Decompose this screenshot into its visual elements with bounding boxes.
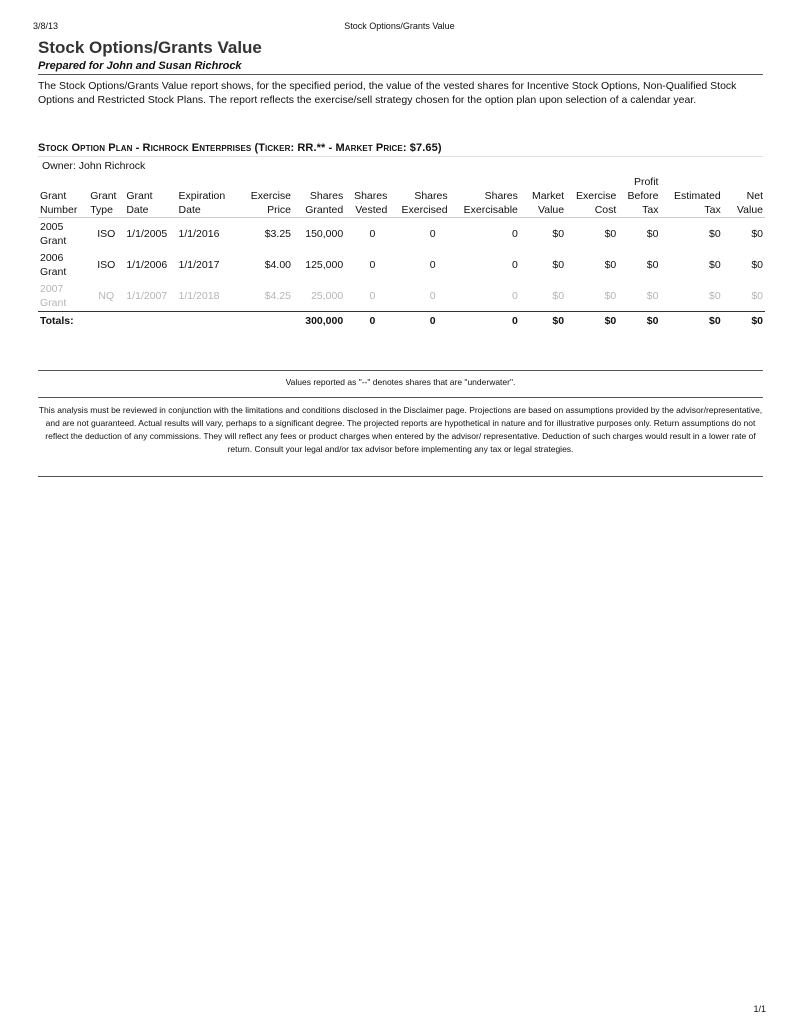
shares-exercisable: 0	[512, 289, 518, 302]
shares-vested: 0	[369, 227, 376, 240]
market-value: $0	[552, 289, 565, 302]
grant-number: 2005 Grant	[40, 220, 67, 247]
notes-middle-divider	[38, 397, 763, 398]
total-shares-granted: 300,000	[293, 312, 345, 331]
print-date: 3/8/13	[33, 21, 59, 31]
estimated-tax: $0	[709, 258, 721, 271]
table-row	[38, 249, 765, 280]
exercise-price: $4.25	[264, 289, 291, 302]
notes-top-divider	[38, 370, 763, 371]
shares-granted: 125,000	[305, 258, 344, 271]
total-profit-before-tax: $0	[618, 312, 660, 331]
shares-vested: 0	[369, 289, 376, 302]
totals-row	[38, 312, 765, 331]
total-shares-exercised: 0	[389, 312, 449, 331]
grant-type: ISO	[97, 227, 116, 240]
grant-type: NQ	[98, 289, 115, 302]
grant-number: 2007 Grant	[40, 282, 67, 309]
net-value: $0	[751, 289, 763, 302]
exercise-cost: $0	[604, 289, 617, 302]
notes-bottom-divider	[38, 476, 763, 477]
estimated-tax: $0	[709, 289, 721, 302]
net-value: $0	[751, 227, 763, 240]
col-shares-exercisable: Shares Exercisable	[463, 190, 518, 216]
shares-vested: 0	[369, 258, 376, 271]
totals-label: Totals:	[38, 312, 293, 331]
total-shares-exercisable: 0	[450, 312, 520, 331]
shares-exercised: 0	[429, 289, 436, 302]
print-header-title: Stock Options/Grants Value	[344, 21, 455, 31]
table-row	[38, 218, 765, 250]
report-title: Stock Options/Grants Value	[38, 38, 262, 57]
market-value: $0	[552, 258, 565, 271]
prepared-for: Prepared for John and Susan Richrock	[38, 60, 242, 72]
grant-date: 1/1/2007	[126, 289, 168, 302]
market-value: $0	[552, 227, 565, 240]
expiration-date: 1/1/2017	[178, 258, 220, 271]
total-market-value: $0	[520, 312, 566, 331]
total-shares-vested: 0	[345, 312, 389, 331]
shares-granted: 150,000	[305, 227, 344, 240]
estimated-tax: $0	[709, 227, 721, 240]
shares-exercised: 0	[429, 227, 436, 240]
col-estimated-tax: Estimated Tax	[674, 190, 721, 216]
col-expiration-date: Expiration Date	[178, 190, 226, 216]
table-row	[38, 280, 765, 312]
profit-before-tax: $0	[646, 227, 659, 240]
profit-before-tax: $0	[646, 289, 659, 302]
total-exercise-cost: $0	[566, 312, 618, 331]
net-value: $0	[751, 258, 763, 271]
shares-exercised: 0	[429, 258, 436, 271]
col-grant-type: Grant Type	[90, 190, 117, 216]
shares-exercisable: 0	[512, 227, 518, 240]
col-shares-exercised: Shares Exercised	[401, 190, 448, 216]
grant-date: 1/1/2006	[126, 258, 168, 271]
col-net-value: Net Value	[736, 190, 763, 216]
exercise-cost: $0	[604, 227, 617, 240]
underwater-note: Values reported as "--" denotes shares that are "underwater".	[285, 377, 516, 387]
grant-number: 2006 Grant	[40, 251, 67, 278]
col-shares-granted: Shares Granted	[305, 190, 344, 216]
grant-date: 1/1/2005	[126, 227, 168, 240]
page-number: 1/1	[753, 1004, 766, 1014]
exercise-price: $3.25	[264, 227, 291, 240]
col-market-value: Market Value	[531, 190, 565, 216]
plan-heading: Stock Option Plan - Richrock Enterprises (Ticker: RR.** - Market Price: $7.65)	[38, 142, 442, 154]
col-exercise-cost: Exercise Cost	[576, 190, 617, 216]
shares-granted: 25,000	[311, 289, 344, 302]
table-header-row	[38, 175, 765, 218]
exercise-cost: $0	[604, 258, 617, 271]
exercise-price: $4.00	[264, 258, 291, 271]
grant-type: ISO	[97, 258, 116, 271]
col-grant-date: Grant Date	[126, 190, 153, 216]
expiration-date: 1/1/2016	[178, 227, 220, 240]
col-shares-vested: Shares Vested	[354, 190, 388, 216]
disclaimer-text: This analysis must be reviewed in conjunction with the limitations and conditions disclosed in the Disclaimer page. Projections are based on assumptions provided by the advisor/representative, and are not guaranteed. Actual results will vary, perhaps to a significant degree. The projected reports are hypothetical in nature and for illustrative purposes only. Return assumptions do not reflect the deduction of any commissions. They will reflect any fees or product charges when entered by the advisor/ representative. Deduction of such charges would result in a lower rate of return. Consult your legal and/or tax advisor before implementing any tax or legal strategies.	[38, 405, 763, 454]
col-exercise-price: Exercise Price	[250, 190, 291, 216]
total-net-value: $0	[723, 312, 765, 331]
plan-owner: Owner: John Richrock	[42, 160, 146, 172]
total-estimated-tax: $0	[660, 312, 722, 331]
col-profit-before-tax: Profit Before Tax	[627, 176, 659, 216]
profit-before-tax: $0	[646, 258, 659, 271]
report-intro: The Stock Options/Grants Value report shows, for the specified period, the value of the vested shares for Incentive Stock Options, Non-Qualified Stock Options and Restricted Stock Plans. The report reflects the exercise/sell strategy chosen for the option plan upon selection of a calendar year.	[38, 80, 737, 106]
shares-exercisable: 0	[512, 258, 518, 271]
expiration-date: 1/1/2018	[178, 289, 220, 302]
plan-divider	[38, 156, 763, 157]
col-grant-number: Grant Number	[40, 190, 78, 216]
title-divider	[38, 74, 763, 75]
grants-table	[38, 175, 765, 330]
